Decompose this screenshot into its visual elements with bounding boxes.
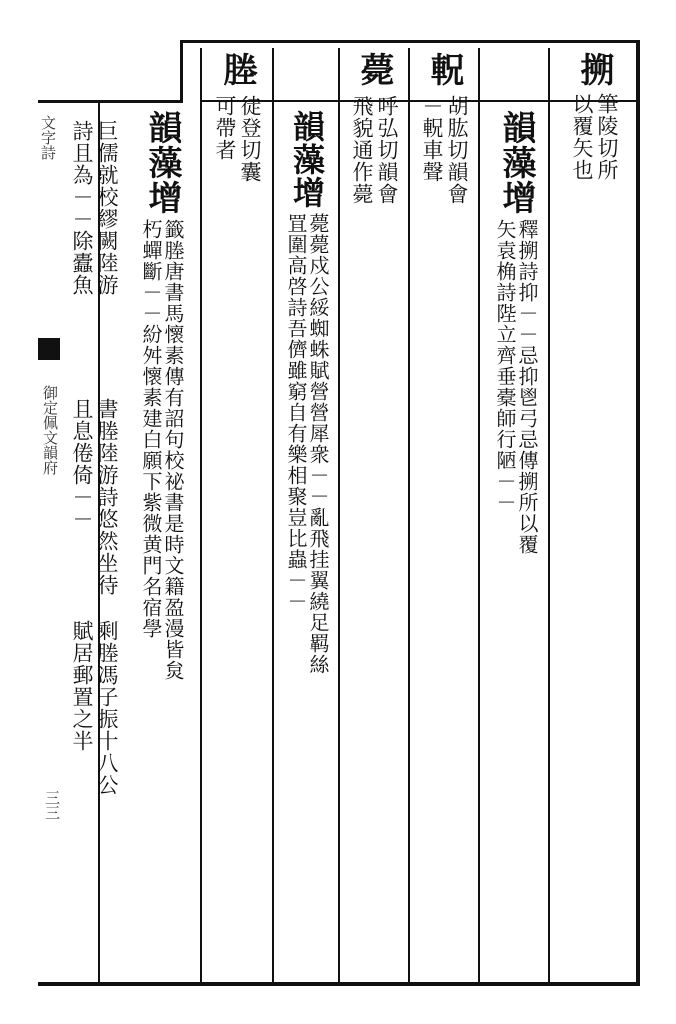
- entry-line: 剩塍馮子振十八公: [95, 620, 119, 796]
- entry-line: 籤塍唐書馬懷素傳有詔句校祕書是時文籍盈漫皆炱: [161, 219, 185, 681]
- frame-top-left-notch: [38, 100, 183, 103]
- entry-body: [495, 219, 537, 555]
- column-6: [204, 52, 270, 183]
- section-head: 韻藻增: [496, 110, 536, 215]
- entry-head: 軦: [424, 52, 464, 87]
- column-1: [556, 52, 632, 181]
- entry-line: 薨薨戍公綏蜘蛛賦營營犀衆－－亂飛挂翼繞足羁絲: [306, 213, 330, 675]
- col-divider: [478, 48, 480, 982]
- entry-body: [214, 95, 260, 183]
- entry-line: 罝圍高啓詩吾儕雖窮自有樂相聚豈比蟲－－: [284, 213, 308, 612]
- entry-body: [71, 620, 117, 796]
- col-divider: [338, 48, 340, 982]
- entry-line: 書塍陸游詩悠然坐待: [95, 398, 119, 596]
- entry-body: [571, 93, 617, 181]
- entry-body: [421, 95, 467, 205]
- margin-label: 御定佩文韻府: [41, 385, 59, 475]
- entry-line: 矢袁桷詩陛立齊垂橐師行陋－－: [493, 219, 517, 513]
- entry-line: 筆陵切所: [595, 93, 619, 181]
- frame-right: [636, 40, 640, 986]
- entry-line: 賦居郵置之半: [70, 620, 94, 752]
- frame-top: [180, 40, 640, 43]
- entry-line: 以覆矢也: [570, 93, 594, 181]
- entry-head: 搠: [574, 52, 614, 87]
- entry-line: 飛貌通作薨: [350, 95, 374, 205]
- entry-body: [286, 213, 328, 675]
- section-head: 韻藻增: [142, 110, 182, 215]
- entry-line: 可帶者: [213, 95, 237, 161]
- entry-line: 徒登切囊: [238, 95, 262, 183]
- section-head: 韻藻增: [288, 110, 326, 209]
- entry-line: 朽蟬斷－－紛舛懷素建白願下紫微黄門名宿學: [139, 219, 163, 639]
- entry-body: [71, 120, 117, 296]
- entry-line: 詩且為－－除蠹魚: [70, 120, 94, 296]
- frame-bottom: [38, 982, 640, 986]
- column-7: [126, 110, 198, 681]
- column-2: [484, 110, 548, 555]
- column-8: [62, 120, 126, 296]
- entry-line: 且息倦倚－－: [70, 398, 94, 530]
- margin-top-text: 文字詩: [39, 115, 57, 160]
- entry-line: 巨儒就校繆闕陸游: [95, 120, 119, 296]
- column-4: [342, 52, 406, 205]
- entry-head: 薨: [354, 52, 394, 87]
- entry-head: 塍: [217, 52, 257, 87]
- column-3: [412, 52, 476, 205]
- entry-line: －軦車聲: [420, 95, 444, 183]
- entry-line: 胡肱切韻會: [445, 95, 469, 205]
- margin-page-mark: 三三: [43, 790, 61, 820]
- entry-body: [71, 398, 117, 596]
- col-divider: [408, 48, 410, 982]
- column-5: [276, 110, 338, 675]
- col-divider: [548, 48, 550, 982]
- frame-notch-vertical: [180, 40, 183, 102]
- col-divider: [272, 48, 274, 982]
- entry-line: 呼弘切韻會: [375, 95, 399, 205]
- column-9: [62, 398, 126, 796]
- entry-line: 釋搠詩抑－－忌抑鬯弓忌傳搠所以覆: [515, 219, 539, 555]
- col-divider: [200, 48, 202, 982]
- margin-block: [38, 338, 60, 360]
- entry-body: [141, 219, 183, 681]
- entry-body: [351, 95, 397, 205]
